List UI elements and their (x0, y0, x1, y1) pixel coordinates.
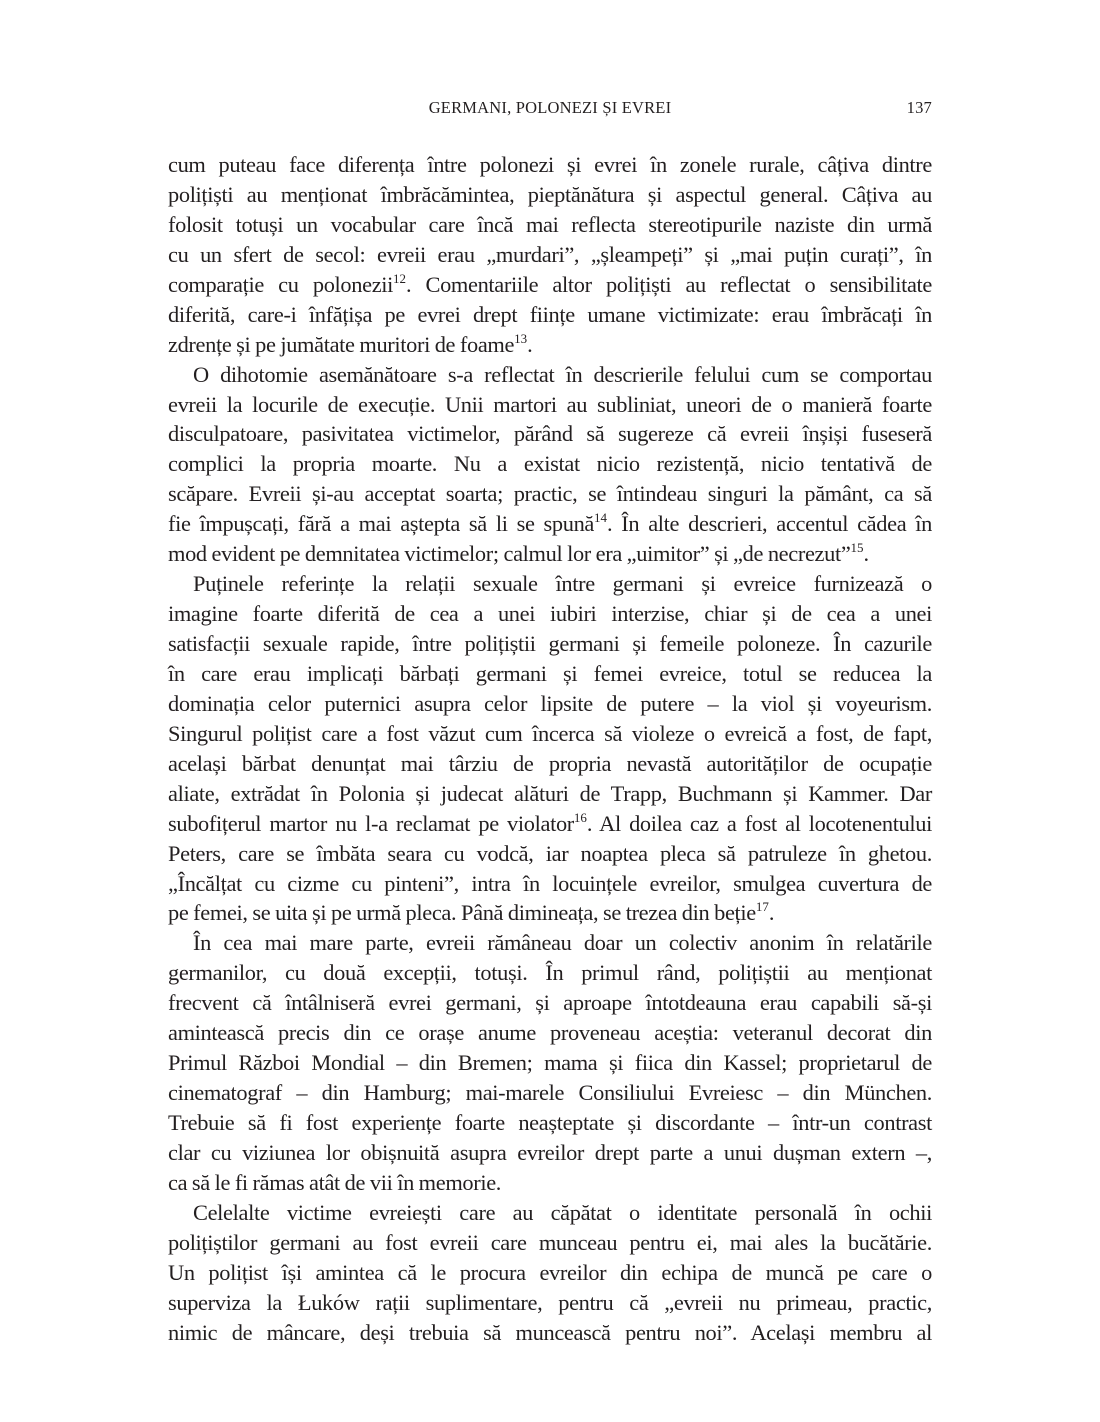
text-line (168, 1048, 932, 1078)
text-line (168, 360, 932, 390)
text-line (168, 509, 932, 539)
text-segment: polițiștilor germani au fost evreii care munceau pentru ei, mai ales la bucătărie. (168, 1229, 932, 1255)
text-segment: clar cu viziunea lor obișnuită asupra evreilor drept parte a unui dușman extern –, (168, 1139, 932, 1165)
text-segment: cum puteau face diferența între polonezi și evrei în zonele rurale, câțiva dintre (168, 152, 932, 177)
text-line (168, 719, 932, 749)
text-segment: scăpare. Evreii și-au acceptat soarta; practic, se întindeau singuri la pământ, ca să (168, 481, 932, 507)
text-line (168, 449, 932, 479)
text-segment: Singurul polițist care a fost văzut cum încerca să violeze o evreică a fost, de fapt, (168, 720, 932, 746)
text-line (168, 1258, 932, 1288)
body-text (168, 150, 932, 1348)
text-line (168, 629, 932, 659)
running-header (168, 96, 932, 120)
text-line (168, 1168, 932, 1198)
text-line (168, 1018, 932, 1048)
paragraph (168, 569, 932, 928)
text-segment: cinematograf – din Hamburg; mai-marele Consiliului Evreiesc – din München. (168, 1080, 932, 1106)
text-segment: Un polițist își amintea că le procura evreilor din echipa de muncă pe care o (168, 1259, 932, 1285)
text-line (168, 779, 932, 809)
text-segment: cu un sfert de secol: evreii erau „murdari”, „șleampeți” și „mai puțin curați”, în (168, 241, 932, 267)
text-line (168, 958, 932, 988)
text-segment: Celelalte victime evreiești care au căpătat o identitate personală în ochii (193, 1199, 932, 1225)
text-line (168, 150, 932, 180)
text-segment: imagine foarte diferită de cea a unei iubiri interzise, chiar și de cea a unei (168, 601, 932, 627)
footnote-reference[interactable]: 13 (514, 330, 528, 346)
text-line (168, 1228, 932, 1258)
text-segment: aliate, extrădat în Polonia și judecat alături de Trapp, Buchmann și Kammer. Dar (168, 780, 932, 806)
text-segment: . (768, 900, 775, 926)
text-line (168, 1078, 932, 1108)
page-number: 137 (906, 98, 932, 117)
text-line (168, 330, 932, 360)
text-segment: complici la propria moarte. Nu a existat nicio rezistență, nicio tentativă de (168, 451, 932, 477)
text-segment: frecvent că întâlniseră evrei germani, și aproape întotdeauna erau capabili să-și (168, 990, 932, 1016)
text-segment: subofițerul martor nu l-a reclamat pe violator (168, 810, 574, 836)
text-segment: folosit totuși un vocabular care încă mai reflecta stereotipurile naziste din urmă (168, 211, 932, 237)
text-segment: . (863, 541, 869, 567)
text-segment: mod evident pe demnitatea victimelor; calmul lor era „uimitor” și „de necrezut” (168, 541, 851, 567)
text-segment: pe femei, se uita și pe urmă pleca. Până dimineața, se trezea din beție (168, 900, 756, 926)
text-segment: „Încălțat cu cizme cu pinteni”, intra în locuințele evreilor, smulgea cuvertura de (168, 870, 932, 896)
text-segment: diferită, care-i înfățișa pe evrei drept ființe umane victimizate: erau îmbrăcați în (168, 301, 932, 327)
text-line (168, 1318, 932, 1348)
text-line (168, 869, 932, 899)
text-line (168, 749, 932, 779)
text-segment: comparație cu polonezii (168, 271, 394, 297)
footnote-reference[interactable]: 16 (573, 809, 587, 825)
text-segment: fie împușcați, fără a mai aștepta să li se spună (168, 511, 595, 537)
text-line (168, 270, 932, 300)
text-segment: disculpatoare, pasivitatea victimelor, părând să sugereze că evreii înșiși fuseseră (168, 421, 932, 447)
text-segment: polițiști au menționat îmbrăcămintea, pieptănătura și aspectul general. Câțiva au (168, 181, 932, 207)
text-segment: evreii la locurile de execuție. Unii martori au subliniat, uneori de o manieră foarte (168, 391, 932, 417)
text-line (168, 300, 932, 330)
text-line (168, 659, 932, 689)
text-line (168, 240, 932, 270)
text-segment: În cea mai mare parte, evreii rămâneau doar un colectiv anonim în relatările (193, 930, 932, 956)
text-segment: Primul Război Mondial – din Bremen; mama și fiica din Kassel; proprietarul de (168, 1050, 932, 1076)
text-segment: Puținele referințe la relații sexuale între germani și evreice furnizează o (193, 571, 932, 597)
text-segment: . Comentariile altor polițiști au reflectat o sensibilitate (406, 271, 932, 297)
text-segment: . Al doilea caz a fost al locotenentului (586, 810, 932, 836)
text-line (168, 928, 932, 958)
footnote-reference[interactable]: 14 (594, 510, 608, 526)
text-segment: satisfacții sexuale rapide, între polițiștii germani și femeile poloneze. În cazurile (168, 631, 932, 656)
text-segment: în care erau implicați bărbați germani și femei evreice, totul se reducea la (168, 660, 932, 686)
paragraph (168, 1198, 932, 1348)
text-line (168, 839, 932, 869)
text-segment: germanilor, cu două excepții, totuși. În primul rând, polițiștii au menționat (168, 960, 932, 986)
text-segment: . (527, 331, 533, 357)
text-segment: O dihotomie asemănătoare s-a reflectat în descrierile felului cum se comportau (193, 361, 932, 387)
text-line (168, 569, 932, 599)
text-segment: ca să le fi rămas atât de vii în memorie. (168, 1169, 502, 1195)
text-segment: amintească precis din ce orașe anume proveneau aceștia: veteranul decorat din (168, 1020, 932, 1046)
text-line (168, 479, 932, 509)
text-line (168, 988, 932, 1018)
text-line (168, 539, 932, 569)
footnote-reference[interactable]: 17 (755, 899, 769, 915)
footnote-reference[interactable]: 15 (850, 540, 864, 556)
book-page (168, 0, 932, 1422)
text-line (168, 210, 932, 240)
paragraph (168, 928, 932, 1197)
text-line (168, 809, 932, 839)
text-line (168, 898, 932, 928)
text-segment: Peters, care se îmbăta seara cu vodcă, iar noaptea pleca să patruleze în ghetou. (168, 840, 932, 866)
text-segment: dominația celor puternici asupra celor lipsite de putere – la viol și voyeurism. (168, 690, 932, 716)
text-segment: . În alte descrieri, accentul cădea în (607, 511, 932, 537)
text-line (168, 599, 932, 629)
text-line (168, 1138, 932, 1168)
text-segment: zdrențe și pe jumătate muritori de foame (168, 331, 515, 357)
text-segment: nimic de mâncare, deși trebuia să muncească pentru noi”. Același membru al (168, 1319, 932, 1345)
text-line (168, 1198, 932, 1228)
text-line (168, 390, 932, 420)
footnote-reference[interactable]: 12 (393, 270, 407, 286)
text-line (168, 689, 932, 719)
paragraph (168, 360, 932, 570)
text-line (168, 1288, 932, 1318)
text-segment: superviza la Łuków rații suplimentare, pentru că „evreii nu primeau, practic, (168, 1289, 932, 1315)
text-line (168, 180, 932, 210)
paragraph (168, 150, 932, 360)
text-line (168, 1108, 932, 1138)
text-segment: Trebuie să fi fost experiențe foarte neașteptate și discordante – într-un contrast (168, 1110, 932, 1135)
text-line (168, 419, 932, 449)
text-segment: același bărbat denunțat mai târziu de propria nevastă autorităților de ocupație (168, 750, 932, 776)
running-title: GERMANI, POLONEZI ȘI EVREI (428, 98, 672, 117)
